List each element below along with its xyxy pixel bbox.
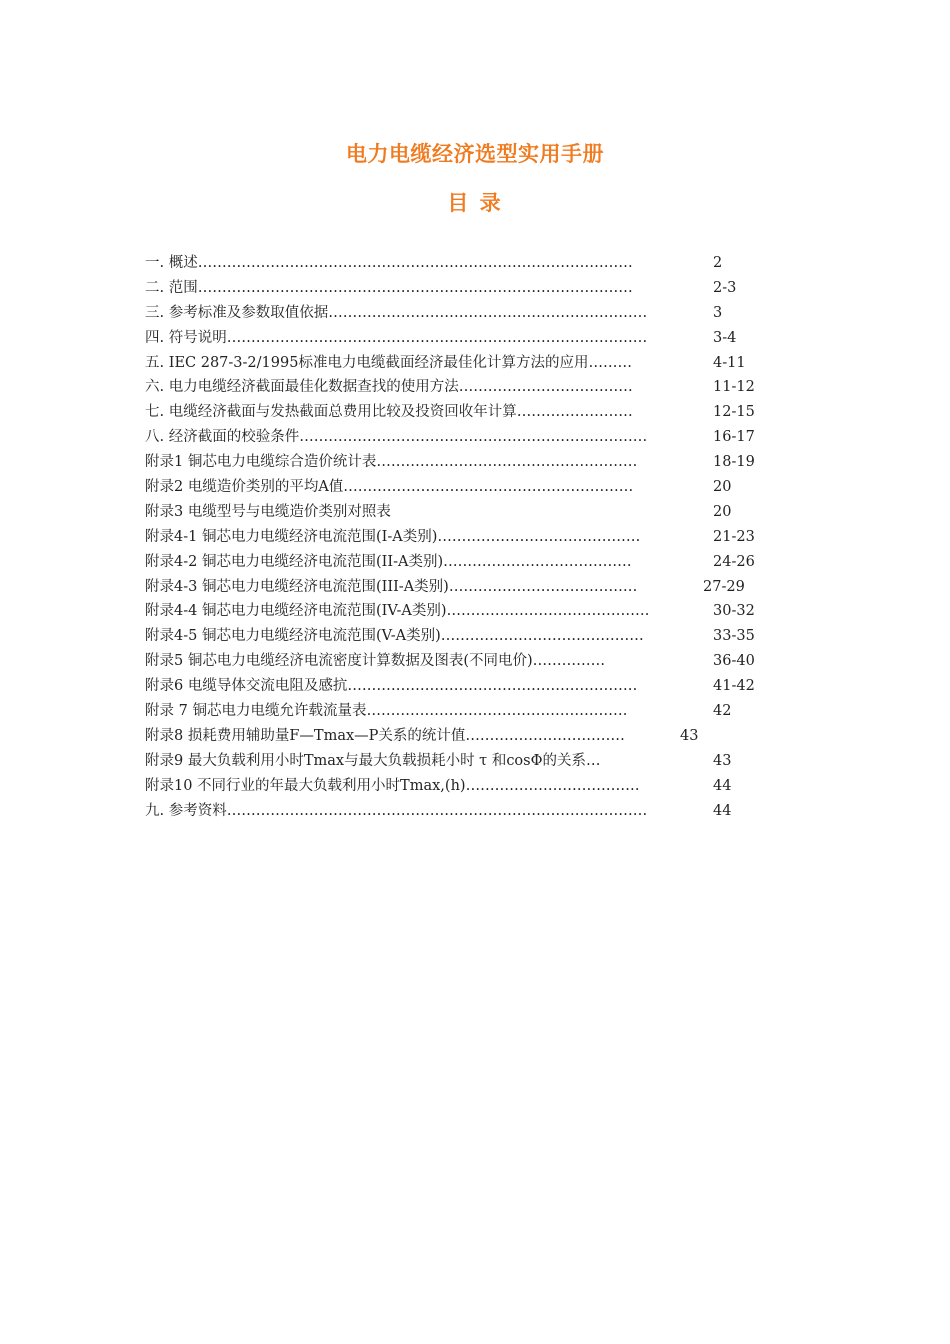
toc-entry bbox=[145, 375, 765, 400]
toc-entry-page: 16-17 bbox=[713, 429, 755, 446]
toc-entry-page: 27-29 bbox=[703, 578, 745, 595]
toc-entry bbox=[145, 799, 765, 824]
toc-entry bbox=[145, 624, 765, 649]
toc-entry-label: 一. 概述……………………………………………………………………………… bbox=[145, 255, 633, 271]
toc-entry bbox=[145, 326, 765, 351]
toc-entry bbox=[145, 525, 765, 550]
document-title: 电力电缆经济选型实用手册 bbox=[346, 142, 604, 166]
toc-entry-page: 44 bbox=[713, 777, 732, 794]
toc-entry-page: 24-26 bbox=[713, 553, 755, 570]
toc-entry bbox=[145, 276, 765, 301]
toc-entry bbox=[145, 500, 765, 525]
toc-entry-page: 11-12 bbox=[713, 379, 755, 396]
toc-entry-page: 12-15 bbox=[713, 404, 755, 421]
toc-entry-label: 附录4-5 铜芯电力电缆经济电流范围(V-A类别)…………………………………… bbox=[145, 628, 644, 645]
toc-entry-page: 43 bbox=[680, 727, 699, 744]
table-of-contents bbox=[145, 251, 765, 823]
toc-entry-label: 九. 参考资料…………………………………………………………………………… bbox=[145, 802, 648, 819]
toc-entry-page: 4-11 bbox=[713, 354, 746, 371]
toc-entry-label: 七. 电缆经济截面与发热截面总费用比较及投资回收年计算…………………… bbox=[145, 404, 633, 421]
toc-entry-label: 附录4-1 铜芯电力电缆经济电流范围(I-A类别)…………………………………… bbox=[145, 528, 641, 545]
toc-entry bbox=[145, 450, 765, 475]
toc-entry-page: 43 bbox=[713, 752, 732, 769]
toc-entry bbox=[145, 774, 765, 799]
toc-entry bbox=[145, 674, 765, 699]
toc-entry-page: 2 bbox=[713, 255, 723, 271]
toc-entry bbox=[145, 351, 765, 376]
toc-entry-label: 附录2 电缆造价类别的平均A值…………………………………………………… bbox=[145, 479, 634, 496]
toc-entry-page: 36-40 bbox=[713, 653, 755, 670]
toc-entry bbox=[145, 575, 765, 600]
toc-entry bbox=[145, 301, 765, 326]
toc-entry-label: 附录8 损耗费用辅助量F—Tmax—P关系的统计值…………………………… bbox=[145, 727, 625, 744]
toc-entry-label: 附录4-2 铜芯电力电缆经济电流范围(II-A类别)………………………………… bbox=[145, 553, 632, 570]
toc-entry-page: 2-3 bbox=[713, 279, 737, 296]
toc-entry-page: 3 bbox=[713, 304, 723, 321]
toc-entry-label: 附录 7 铜芯电力电缆允许载流量表……………………………………………… bbox=[145, 703, 628, 720]
toc-entry bbox=[145, 649, 765, 674]
toc-entry bbox=[145, 599, 765, 624]
toc-entry-page: 20 bbox=[713, 503, 732, 520]
toc-entry bbox=[145, 251, 765, 276]
toc-entry bbox=[145, 699, 765, 724]
toc-entry-label: 四. 符号说明…………………………………………………………………………… bbox=[145, 329, 648, 346]
toc-entry-label: 附录5 铜芯电力电缆经济电流密度计算数据及图表(不同电价)…………… bbox=[145, 653, 606, 670]
toc-entry-label: 附录4-3 铜芯电力电缆经济电流范围(III-A类别)………………………………… bbox=[145, 578, 638, 595]
toc-entry-page: 44 bbox=[713, 802, 732, 819]
toc-entry-label: 附录4-4 铜芯电力电缆经济电流范围(IV-A类别)…………………………………… bbox=[145, 603, 650, 620]
toc-entry bbox=[145, 400, 765, 425]
toc-entry-page: 3-4 bbox=[713, 329, 737, 346]
toc-entry bbox=[145, 724, 765, 749]
toc-entry bbox=[145, 550, 765, 575]
toc-entry-page: 41-42 bbox=[713, 678, 755, 695]
toc-entry-page: 20 bbox=[713, 479, 732, 496]
toc-entry-label: 八. 经济截面的校验条件……………………………………………………………… bbox=[145, 429, 648, 446]
toc-entry-page: 30-32 bbox=[713, 603, 755, 620]
toc-entry-label: 附录9 最大负载利用小时Tmax与最大负载损耗小时 τ 和cosΦ的关系… bbox=[145, 752, 601, 769]
toc-entry-label: 二. 范围……………………………………………………………………………… bbox=[145, 279, 633, 296]
toc-entry bbox=[145, 475, 765, 500]
toc-entry-page: 21-23 bbox=[713, 528, 755, 545]
toc-entry bbox=[145, 749, 765, 774]
toc-entry-page: 18-19 bbox=[713, 454, 755, 471]
toc-entry-label: 附录6 电缆导体交流电阻及感抗…………………………………………………… bbox=[145, 678, 638, 695]
toc-entry-label: 六. 电力电缆经济截面最佳化数据查找的使用方法……………………………… bbox=[145, 379, 633, 396]
toc-entry-label: 五. IEC 287-3-2/1995标准电力电缆截面经济最佳化计算方法的应用……… bbox=[145, 354, 632, 371]
toc-heading: 目 录 bbox=[447, 191, 503, 215]
toc-entry bbox=[145, 425, 765, 450]
toc-entry-label: 附录10 不同行业的年最大负载利用小时Tmax,(h)……………………………… bbox=[145, 777, 640, 794]
toc-entry-label: 附录1 铜芯电力电缆综合造价统计表……………………………………………… bbox=[145, 454, 638, 471]
toc-entry-page: 33-35 bbox=[713, 628, 755, 645]
toc-entry-label: 附录3 电缆型号与电缆造价类别对照表 bbox=[145, 503, 391, 520]
toc-entry-label: 三. 参考标准及参数取值依据………………………………………………………… bbox=[145, 304, 648, 321]
toc-entry-page: 42 bbox=[713, 703, 732, 720]
